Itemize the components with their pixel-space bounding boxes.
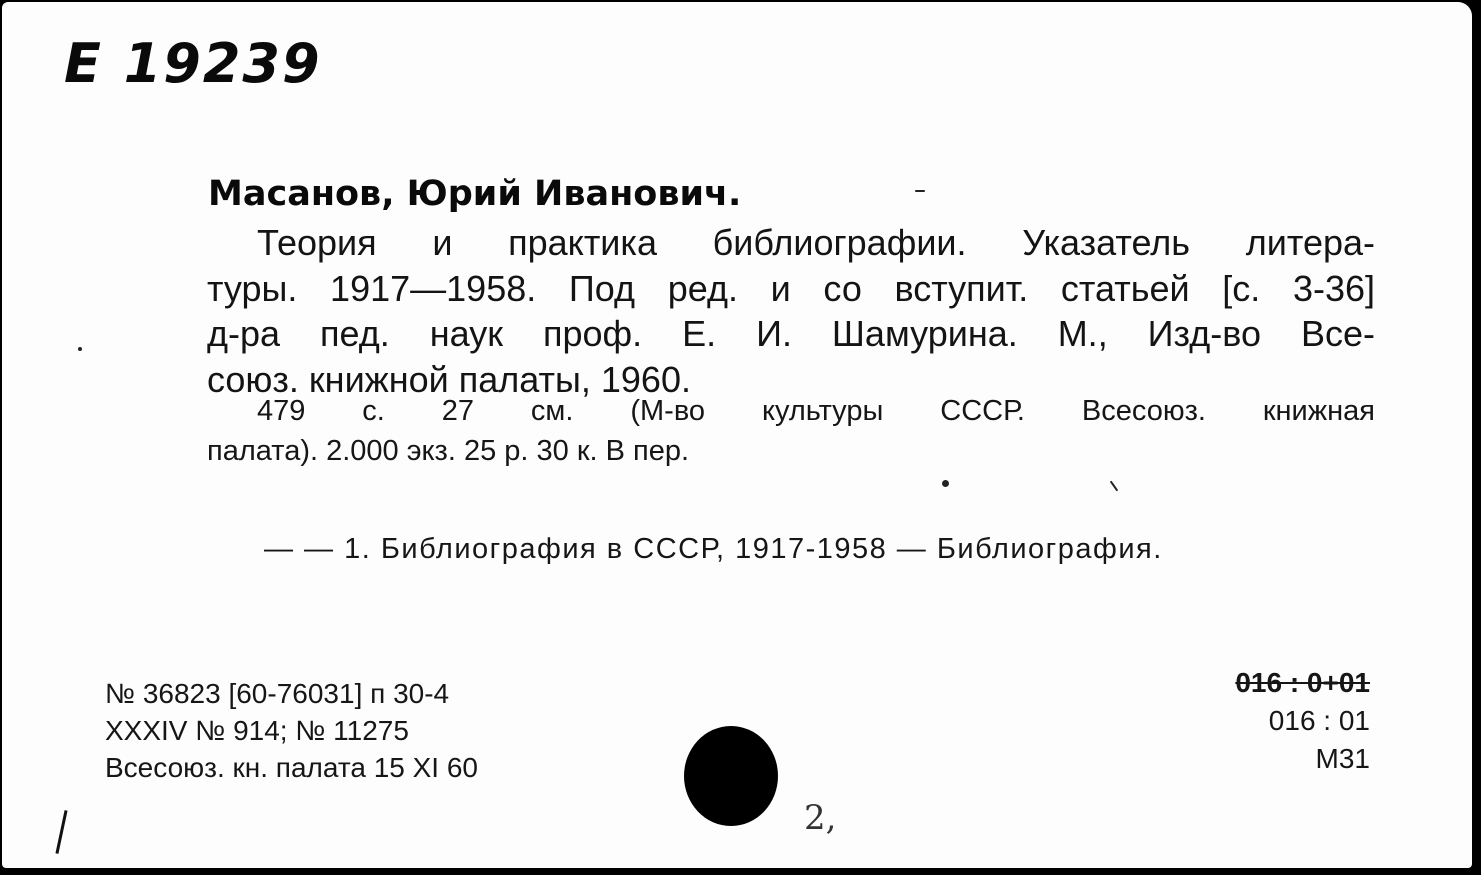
registration-line: XXXIV № 914; № 11275	[105, 715, 409, 746]
inventory-number: E 19239	[64, 32, 322, 95]
registration-line: № 36823 [60-76031] п 30-4	[105, 678, 450, 709]
collation-line: палата). 2.000 экз. 25 р. 30 к. В пер.	[207, 435, 690, 467]
ink-speck	[915, 190, 925, 192]
catalog-card	[2, 2, 1472, 868]
description-line: туры. 1917—1958. Под ред. и со вступит. статьей [с. 3-36]	[207, 267, 1375, 309]
author-sign: М31	[1315, 743, 1370, 774]
handwritten-mark: 2,	[804, 798, 837, 838]
author-heading: Масанов, Юрий Иванович.	[208, 174, 742, 214]
pencil-slash-mark	[55, 810, 67, 854]
collation	[207, 391, 1375, 471]
registration-info	[105, 675, 478, 786]
bibliographic-description	[207, 220, 1375, 402]
classification-index: 016 : 01	[1268, 705, 1370, 736]
description-line: союз. книжной палаты, 1960.	[207, 358, 691, 400]
struck-classification: 016 : 0+01	[1235, 667, 1370, 698]
collation-line: 479 с. 27 см. (М-во культуры СССР. Всесоюз. книжная	[257, 395, 1375, 427]
classification-block	[1235, 664, 1370, 778]
registration-line: Всесоюз. кн. палата 15 XI 60	[105, 752, 478, 783]
description-line: д-ра пед. наук проф. Е. И. Шамурина. М., Изд-во Все-	[207, 313, 1375, 354]
punch-hole	[684, 726, 778, 826]
ink-speck	[1110, 481, 1119, 492]
description-line: Теория и практика библиографии. Указатель литера-	[257, 222, 1375, 263]
subject-heading: — — 1. Библиография в СССР, 1917-1958 — Библиография.	[264, 533, 1163, 565]
ink-speck	[942, 480, 949, 487]
ink-speck	[78, 347, 82, 351]
